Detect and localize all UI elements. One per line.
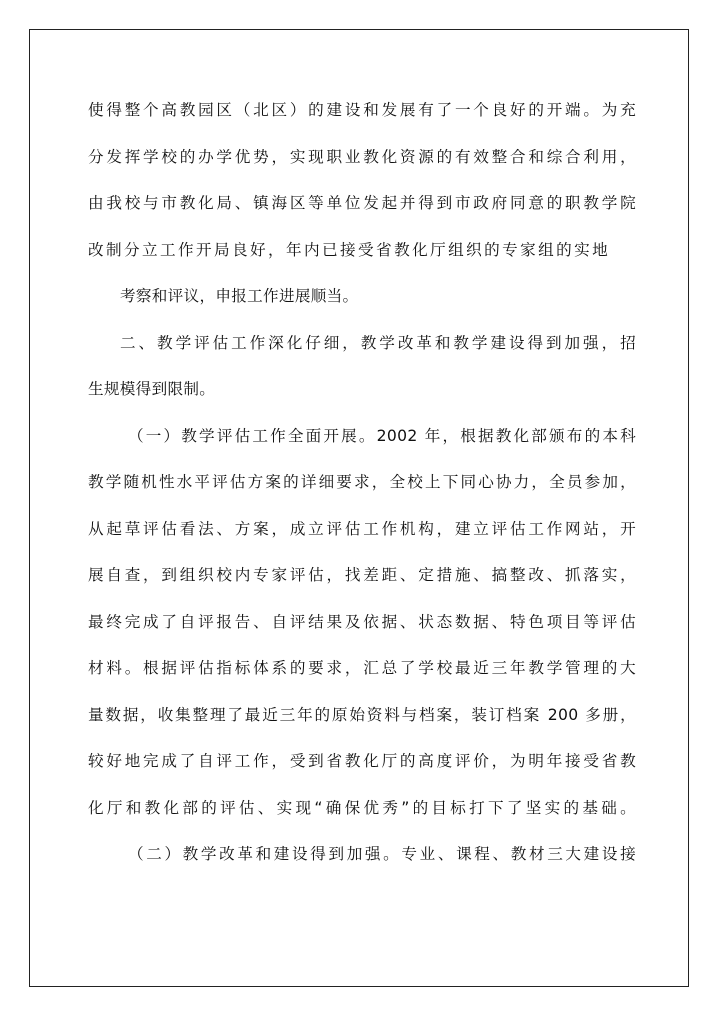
text-line: 从起草评估看法、方案，成立评估工作机构，建立评估工作网站，开 — [88, 519, 636, 538]
text-line: 改制分立工作开局良好，年内已接受省教化厅组织的专家组的实地 — [88, 240, 608, 259]
text-line: 展自查，到组织校内专家评估，找差距、定措施、搞整改、抓落实， — [88, 566, 636, 584]
text-line: 较好地完成了自评工作，受到省教化厅的高度评价，为明年接受省教 — [88, 752, 636, 770]
text-line: 量数据，收集整理了最近三年的原始资料与档案，装订档案 200 多册， — [88, 705, 636, 724]
section-heading: 二、教学评估工作深化仔细，教学改革和教学建设得到加强，招 — [120, 333, 636, 352]
text-line: 教学随机性水平评估方案的详细要求，全校上下同心协力，全员参加， — [88, 473, 636, 491]
document-body — [88, 95, 636, 886]
text-line: 最终完成了自评报告、自评结果及依据、状态数据、特色项目等评估 — [88, 612, 636, 631]
text-line: 化厅和教化部的评估、实现“确保优秀”的目标打下了坚实的基础。 — [88, 798, 636, 817]
text-line: 使得整个高教园区（北区）的建设和发展有了一个良好的开端。为充 — [88, 101, 636, 119]
subsection-heading: （一）教学评估工作全面开展。2002 年，根据教化部颁布的本科 — [128, 426, 636, 445]
text-line: 生规模得到限制。 — [88, 380, 216, 398]
text-line: 考察和评议，申报工作进展顺当。 — [120, 287, 359, 305]
text-line: 材料。根据评估指标体系的要求，汇总了学校最近三年教学管理的大 — [88, 659, 636, 677]
text-line: 分发挥学校的办学优势，实现职业教化资源的有效整合和综合利用， — [88, 147, 636, 166]
subsection-heading: （二）教学改革和建设得到加强。专业、课程、教材三大建设接 — [128, 845, 636, 863]
text-line: 由我校与市教化局、镇海区等单位发起并得到市政府同意的职教学院 — [88, 194, 636, 212]
